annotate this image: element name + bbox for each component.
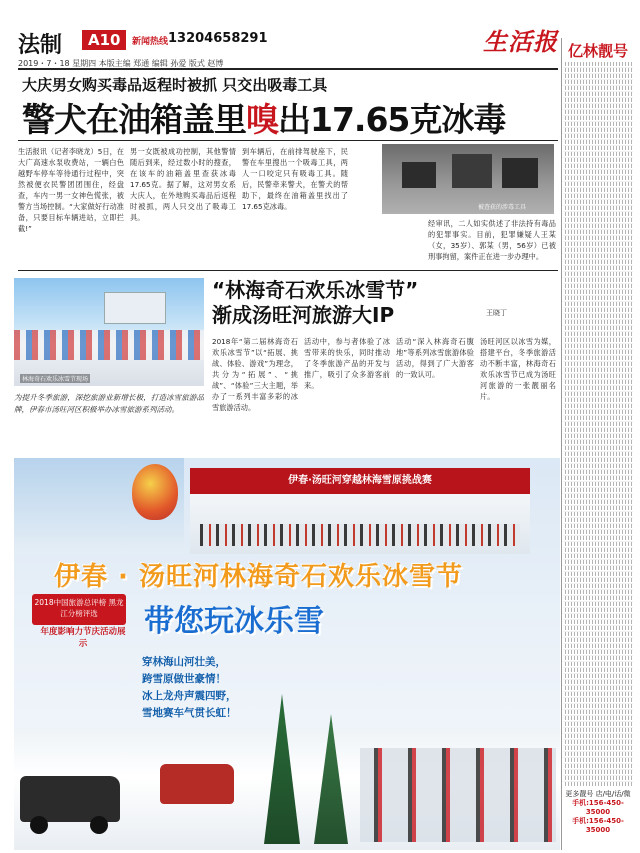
advertisement[interactable] <box>14 458 560 850</box>
listing-rows <box>563 62 633 786</box>
story2-photo <box>14 278 204 386</box>
award-badge: 2018中国旅游总评榜 黑龙江分榜评选 <box>32 594 126 625</box>
hot-air-balloon-icon <box>132 464 178 520</box>
phone-line: 手机:156-450-35000 <box>572 817 624 834</box>
story1-kicker: 大庆男女购买毒品返程时被抓 只交出吸毒工具 <box>22 76 328 94</box>
story2-column: 活动“深入林海奇石腹地”等系列冰雪旅游体验活动，得到了广大游客的一致认可。 <box>396 337 474 379</box>
photo-figure <box>402 162 436 188</box>
headline-part: 警犬在油箱盖里 <box>22 100 246 139</box>
footer-line: 更多靓号 店/电/话/微 <box>565 790 631 798</box>
poem-line: 冰上龙舟声震四野， <box>142 690 237 702</box>
story1-column: 经审讯，二人如实供述了非法持有毒品的犯罪事实。目前，犯罪嫌疑人王某（女，35岁）、郭某（男，56岁）已被刑事拘留，案件正在进一步办理中。 <box>428 219 556 261</box>
award-subtitle: 年度影响力节庆活动展示 <box>40 627 126 649</box>
story2-lead: 为提升冬季旅游，深挖旅游业新增长极，打造冰雪旅游品牌，伊春市汤旺河区积极举办冰雪旅游系列活动。 <box>14 393 204 414</box>
story1-column: 到车辆后，在前排驾驶座下，民警在车里搜出一个吸毒工具，两人一口咬定只有吸毒工具。随后，民警牵来警犬，在警犬的帮助下，最终在油箱盖里找出了17.65克冰毒。 <box>242 147 348 211</box>
phone-line: 手机:156-450-35000 <box>572 799 624 816</box>
hotline-number: 13204658291 <box>168 31 268 46</box>
ad-title: 伊春 · 汤旺河林海奇石欢乐冰雪节 <box>54 562 463 592</box>
story1-headline <box>22 94 505 141</box>
masthead <box>18 20 630 58</box>
story1-photo <box>382 144 554 214</box>
headline-line: 渐成汤旺河旅游大IP <box>212 303 395 327</box>
ad-banner: 伊春·汤旺河穿越林海雪原挑战赛 <box>190 468 530 494</box>
suv-icon <box>20 776 120 822</box>
page-number: A10 <box>82 30 126 50</box>
ad-slogan: 带您玩冰乐雪 <box>144 604 324 639</box>
header-rule <box>18 68 558 70</box>
wheel-icon <box>30 816 48 834</box>
byline: 王晓丁 <box>486 309 507 317</box>
poem-line: 穿林海山河壮美， <box>142 656 226 668</box>
ad-people <box>200 524 520 546</box>
photo-crowd <box>14 330 204 360</box>
photo-figure <box>502 158 538 188</box>
story1-column: 男一女既被成功控制，其他警情随后到来，经过数小时的搜查，在该车的油箱盖里查获冰毒17.65克。据了解，这对男女系大庆人，在外地购买毒品后返程时被抓，两人只交出了吸毒工具。 <box>130 147 236 222</box>
story2-headline <box>212 278 418 328</box>
dateline: 2019・7・18 星期四 本版主编 郑通 编辑 孙爱 版式 赵博 <box>18 59 224 68</box>
story2-column: 2018年“第二届林海奇石欢乐冰雪节”以“拓展、挑战、体验、游戏”为理念，共分为“拓展”、“挑战”、“体验”三大主题，举办了一系列丰富多彩的冰雪旅游活动。 <box>212 337 298 412</box>
photo-caption: 林海奇石欢乐冰雪节现场 <box>22 376 89 383</box>
sidebar-footer <box>562 790 634 835</box>
number-listing <box>563 62 633 786</box>
sidebar-title: 亿林靓号 <box>567 42 628 60</box>
story2-column: 活动中，参与者体验了冰雪带来的快乐，同时推动了冬季旅游产品的开发与推广，吸引了众多游客前来。 <box>304 337 390 390</box>
headline-part: 出17.65克冰毒 <box>278 100 506 139</box>
headline-highlight: 嗅 <box>246 100 278 139</box>
photo-figure <box>452 154 492 188</box>
story-divider <box>18 270 558 271</box>
poem-line: 跨雪原做世豪情！ <box>142 673 226 685</box>
ad-crowd-area <box>190 494 530 554</box>
wheel-icon <box>90 816 108 834</box>
headline-line: “林海奇石欢乐冰雪节” <box>212 278 419 302</box>
suv-icon <box>160 764 234 804</box>
hotline-tag: 新闻热线 <box>132 37 169 47</box>
photo-building <box>104 292 166 324</box>
poem-line: 雪地赛车气贯长虹！ <box>142 707 237 719</box>
ad-poem <box>142 654 237 722</box>
story1-column: 生活报讯（记者李晓龙）5日，在大广高速水泵收费站，一辆白色越野车停车等待通行过程中，突然被便衣民警团团围住，经盘查，车内一男一女神色慌张，被警方当场控制。“大家做好行动准备，只要目标车辆进站，立即拦截!” <box>18 147 124 233</box>
story1-rule <box>18 140 558 141</box>
newspaper-logo: 生活报 <box>483 27 558 56</box>
story2-column: 汤旺河区以冰雪为媒，搭建平台，冬季旅游活动不断丰富，林海奇石欢乐冰雪节已成为汤旺河旅游的一张靓丽名片。 <box>480 337 556 401</box>
photo-caption: 被查获的涉毒工具 <box>478 204 527 211</box>
ad-dragon-boat-crowd <box>360 748 556 842</box>
section-name: 法制 <box>18 32 63 58</box>
